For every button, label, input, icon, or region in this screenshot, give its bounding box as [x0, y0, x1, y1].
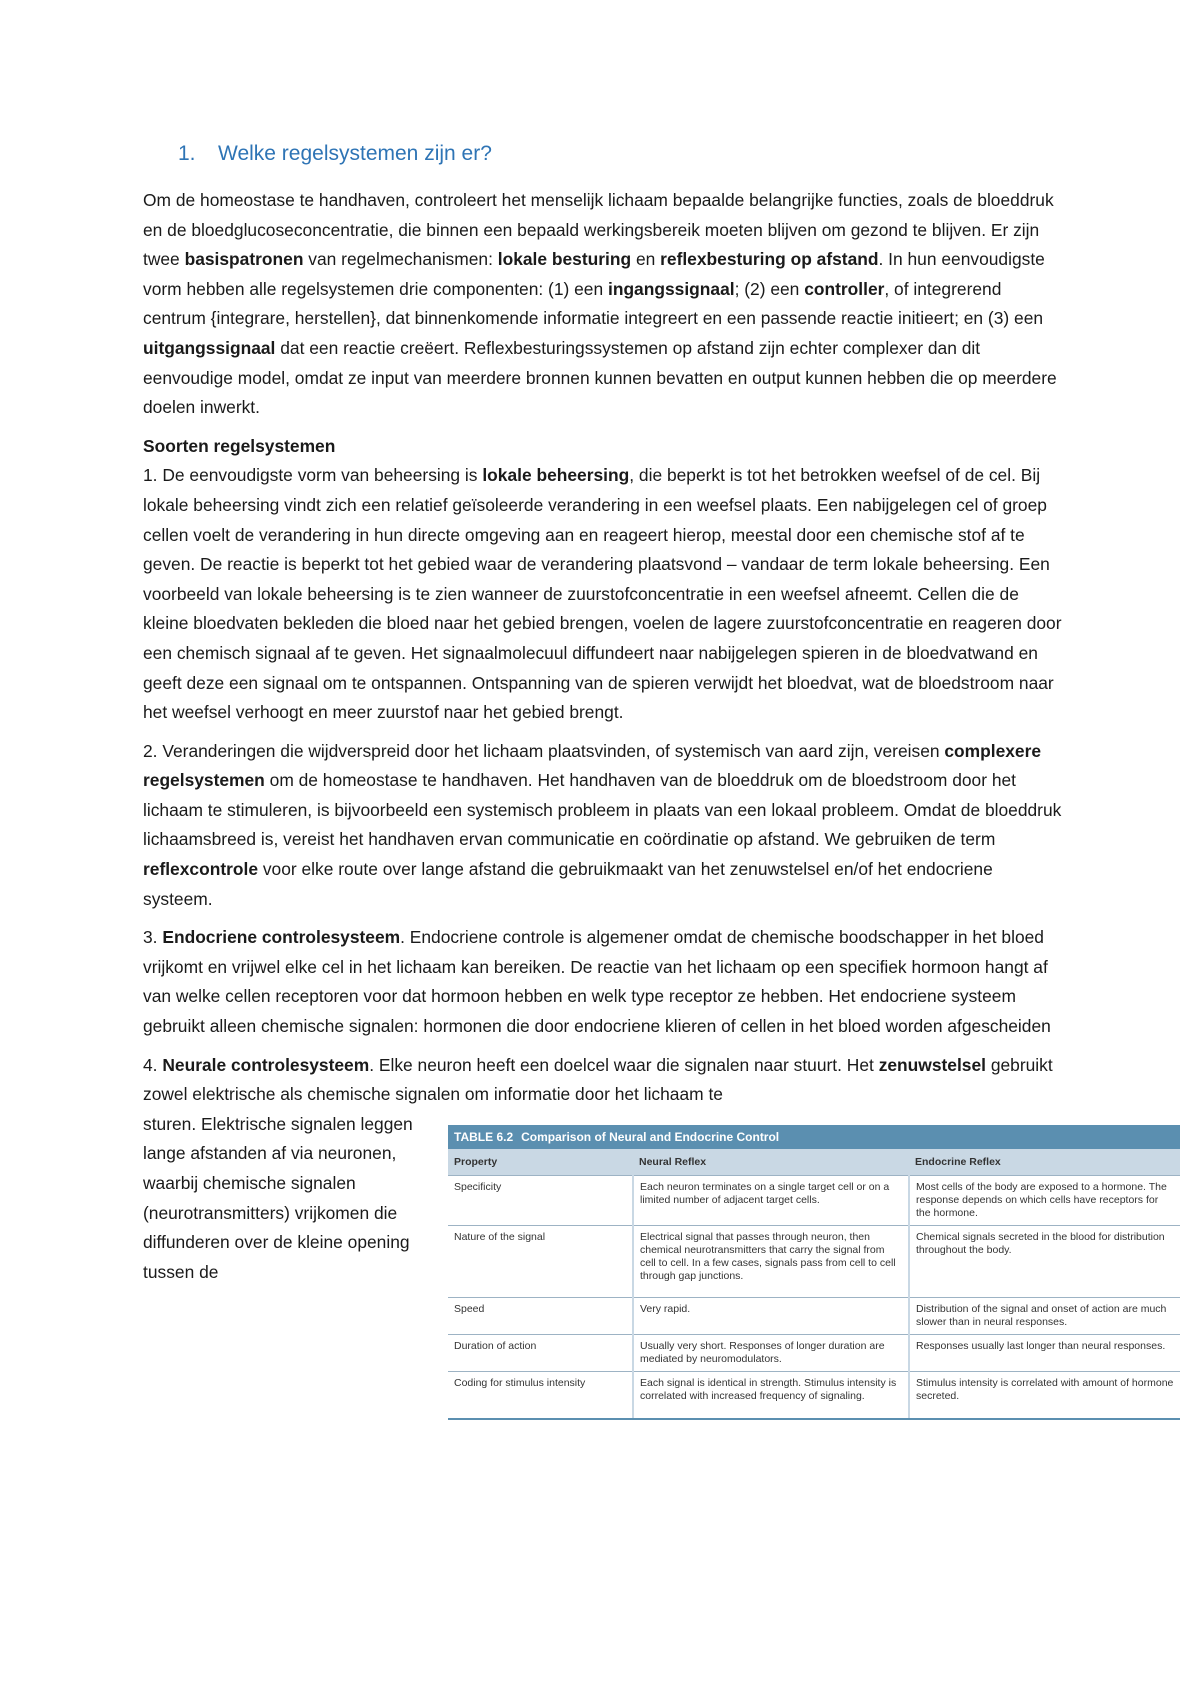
section-2-paragraph [143, 737, 1063, 915]
text-run: 2. Veranderingen die wijdverspreid door het lichaam plaatsvinden, of systemisch van aard zijn, vereisen [143, 740, 945, 761]
table-cell: Speed [448, 1297, 633, 1334]
table-cell: Each neuron terminates on a single target cell or on a limited number of adjacent target cells. [633, 1175, 909, 1225]
bold-term: lokale beheersing [482, 465, 630, 486]
text-run: Om de homeostase te handhaven, controleert het menselijk lichaam bepaalde belangrijke functies, zoals de bloeddruk en de bloedglucoseconcentratie, die binnen een bepaald werkingsbereik moeten blijven om gezond te blijven. Er zijn twee [143, 190, 1054, 270]
text-run: gebruikt zowel elektrische als chemische signalen om informatie door het lichaam te [143, 1054, 1053, 1105]
text-run: voor elke route over lange afstand die gebruikmaakt van het zenuwstelsel en/of het endocriene systeem. [143, 859, 993, 909]
table-cell: Duration of action [448, 1334, 633, 1371]
table-cell: Most cells of the body are exposed to a hormone. The response depends on which cells have receptors for the hormone. [909, 1175, 1180, 1225]
section-1-paragraph [143, 461, 1063, 727]
text-run: van regelmechanismen: [303, 249, 498, 270]
bold-term: Endocriene controlesysteem [162, 927, 401, 948]
bold-term: reflexbesturing op afstand [660, 249, 879, 270]
table-label: TABLE 6.2 [454, 1129, 514, 1144]
table-cell: Very rapid. [633, 1297, 909, 1334]
bold-term: basispatronen [184, 249, 304, 270]
table-cell: Each signal is identical in strength. Stimulus intensity is correlated with increased frequency of signaling. [633, 1371, 909, 1419]
bold-term: ingangssignaal [607, 278, 735, 299]
text-with-figure [143, 1110, 1174, 1450]
table-cell: Usually very short. Responses of longer duration are mediated by neuromodulators. [633, 1334, 909, 1371]
table-title-bar [448, 1125, 1180, 1149]
table-cell: Stimulus intensity is correlated with amount of hormone secreted. [909, 1371, 1180, 1419]
section-3-paragraph [143, 923, 1063, 1041]
table-row [448, 1225, 1180, 1297]
text-run: 1. De eenvoudigste vorm van beheersing is [143, 465, 483, 486]
table-row [448, 1371, 1180, 1419]
text-run: 3. [143, 927, 163, 948]
bold-term: zenuwstelsel [878, 1054, 986, 1075]
text-run: ; (2) een [734, 278, 805, 299]
intro-paragraph [143, 186, 1063, 423]
table-cell: Distribution of the signal and onset of action are much slower than in neural responses. [909, 1297, 1180, 1334]
text-run: om de homeostase te handhaven. Het handhaven van de bloeddruk om de bloedstroom door het lichaam te stimuleren, is bijvoorbeeld een systemisch probleem in plaats van een lokaal probleem. Omdat de bloeddruk lichaamsbreed is, vereist het handhaven ervan communicatie en coördinatie op afstand. We gebruiken de term [143, 770, 1062, 850]
table-title: Comparison of Neural and Endocrine Control [521, 1129, 780, 1144]
heading-title: Welke regelsystemen zijn er? [218, 142, 492, 165]
table-header-cell: Property [448, 1149, 633, 1176]
text-run: , of integrerend centrum {integrare, herstellen}, dat binnenkomende informatie integreert en een passende reactie initieert; en (3) een [143, 278, 1044, 329]
table-header-row [448, 1149, 1180, 1176]
table-cell: Electrical signal that passes through neuron, then chemical neurotransmitters that carry the signal from cell to cell. In a few cases, signals pass from cell to cell through gap junctions. [633, 1225, 909, 1297]
bold-term: controller [804, 278, 885, 299]
text-run: en [631, 249, 661, 270]
bold-term: Neurale controlesysteem [162, 1054, 370, 1075]
section-4-paragraph [143, 1051, 1063, 1110]
comparison-table-figure [448, 1125, 1180, 1438]
heading-number: 1. [178, 142, 196, 165]
comparison-table [448, 1149, 1180, 1421]
table-cell: Specificity [448, 1175, 633, 1225]
bold-term: reflexcontrole [143, 859, 259, 880]
document-page [143, 142, 1174, 1450]
text-run: . Endocriene controle is algemener omdat de chemische boodschapper in het bloed vrijkomt en vrijwel elke cel in het lichaam kan bereiken. De reactie van het lichaam op een specifiek hormoon hangt af van welke cellen receptoren voor dat hormoon hebben en welk type receptor ze hebben. Het endocriene systeem gebruikt alleen chemische signalen: hormonen die door endocriene klieren of cellen in het bloed worden afgescheiden [143, 927, 1051, 1037]
table-cell: Coding for stimulus intensity [448, 1371, 633, 1419]
table-row [448, 1334, 1180, 1371]
text-run: 4. [143, 1054, 163, 1075]
text-run: . Elke neuron heeft een doelcel waar die signalen naar stuurt. Het [369, 1054, 879, 1075]
section-4-continuation: sturen. Elektrische signalen leggen lange afstanden af via neuronen, waarbij chemische signalen (neurotransmitters) vrijkomen die diffunderen over de kleine opening tussen de [143, 1113, 413, 1282]
text-run: dat een reactie creëert. Reflexbesturingssystemen op afstand zijn echter complexer dan dit eenvoudige model, omdat ze input van meerdere bronnen kunnen bevatten en output kunnen hebben die op meerdere doelen inwerkt. [143, 337, 1057, 418]
table-header-cell: Neural Reflex [633, 1149, 909, 1176]
table-cell: Chemical signals secreted in the blood for distribution throughout the body. [909, 1225, 1180, 1297]
bold-term: lokale besturing [497, 249, 632, 270]
text-run: . In hun eenvoudigste vorm hebben alle regelsystemen drie componenten: (1) een [143, 249, 1045, 299]
section-heading [178, 142, 1063, 166]
subheading: Soorten regelsystemen [143, 435, 336, 456]
table-cell: Responses usually last longer than neural responses. [909, 1334, 1180, 1371]
bold-term: complexere regelsystemen [143, 740, 1042, 791]
table-row [448, 1297, 1180, 1334]
table-header-cell: Endocrine Reflex [909, 1149, 1180, 1176]
text-run: , die beperkt is tot het betrokken weefsel of de cel. Bij lokale beheersing vindt zich een relatief geïsoleerde verandering in een weefsel plaats. Een nabijgelegen cel of groep cellen voelt de verandering in hun directe omgeving aan en reageert hierop, meestal door een chemische stof af te geven. De reactie is beperkt tot het gebied waar de verandering plaatsvond – vandaar de term lokale beheersing. Een voorbeeld van lokale beheersing is te zien wanneer de zuurstofconcentratie in een weefsel afneemt. Cellen die de kleine bloedvaten bekleden die bloed naar het gebied brengen, voelen de lagere zuurstofconcentratie en reageren door een chemisch signaal af te geven. Het signaalmolecuul diffundeert naar nabijgelegen spieren in de bloedvatwand en geeft deze een signaal om te ontspannen. Ontspanning van de spieren verwijdt het bloedvat, wat de bloedstroom naar het weefsel verhoogt en meer zuurstof naar het gebied brengt. [143, 465, 1062, 723]
bold-term: uitgangssignaal [143, 337, 276, 358]
table-row [448, 1175, 1180, 1225]
table-cell: Nature of the signal [448, 1225, 633, 1297]
